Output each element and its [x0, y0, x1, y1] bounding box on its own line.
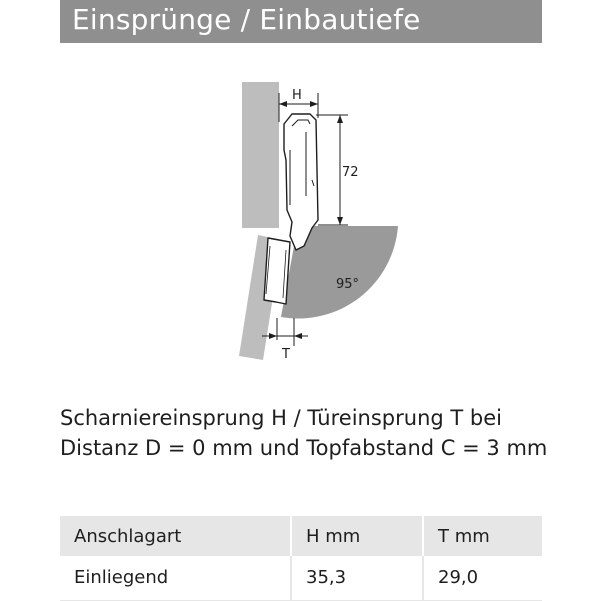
dim-h-arrow-right [310, 101, 318, 107]
column-header-anschlagart: Anschlagart [60, 516, 291, 556]
cell-t-mm: 29,0 [423, 556, 542, 600]
dim-h-arrow-left [279, 101, 287, 107]
table-row [60, 556, 542, 600]
column-header-h-mm: H mm [291, 516, 423, 556]
dim-t-label: T [282, 347, 290, 362]
dim-t-arrow-left [269, 333, 277, 339]
column-header-t-mm: T mm [438, 525, 490, 547]
cabinet-panel [242, 82, 279, 228]
caption-line-2: Distanz D = 0 mm und Topfabstand C = 3 mm [60, 436, 548, 460]
caption-line-1: Scharniereinsprung H / Türeinsprung T bei [60, 406, 502, 430]
dim-h-label: H [292, 88, 302, 103]
dim-depth-label: 72 [342, 165, 359, 180]
spec-table [60, 516, 542, 601]
dim-t-arrow-right [294, 333, 302, 339]
table-header-row [60, 516, 542, 556]
dim-depth-arrow-top [337, 115, 343, 123]
angle-label: 95° [336, 277, 360, 292]
cell-h-mm: 35,3 [291, 556, 423, 600]
dim-depth-arrow-bottom [337, 217, 343, 225]
caption [60, 403, 547, 463]
page-title: Einsprünge / Einbautiefe [72, 3, 421, 36]
cell-anschlagart: Einliegend [60, 556, 291, 600]
